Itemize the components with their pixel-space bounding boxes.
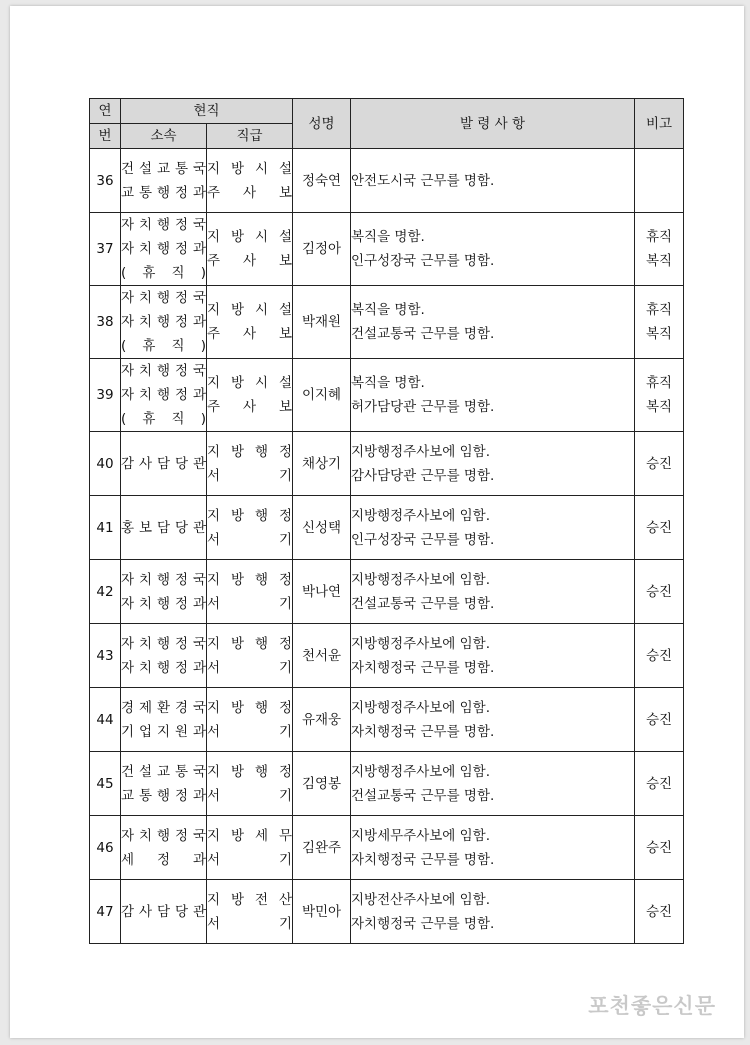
table-row — [90, 880, 684, 944]
rank-cell — [207, 432, 293, 496]
order-cell — [351, 213, 635, 286]
note-line: 승진 — [645, 519, 673, 536]
note-cell — [635, 688, 684, 752]
note-line: 승진 — [645, 711, 673, 728]
row-number: 41 — [90, 496, 121, 560]
order-cell — [351, 432, 635, 496]
order-cell — [351, 880, 635, 944]
department-line: ( 휴 직 ) — [121, 265, 206, 281]
order-line: 지방행정주사보에 임함. — [351, 507, 490, 524]
order-line: 자치행정국 근무를 명함. — [351, 915, 495, 932]
rank-line: 주 사 보 — [207, 326, 292, 342]
rank-cell — [207, 880, 293, 944]
header-no-bottom: 번 — [90, 124, 121, 149]
department-line: 자 치 행 정 국 — [121, 635, 206, 652]
note-line: 승진 — [645, 775, 673, 792]
rank-line: 지 방 시 설 — [207, 160, 292, 177]
department-line: 자 치 행 정 과 — [121, 595, 206, 612]
person-name: 유재웅 — [293, 688, 351, 752]
note-line: 승진 — [645, 903, 673, 920]
person-name: 박나연 — [293, 560, 351, 624]
order-line: 감사담당관 근무를 명함. — [351, 467, 495, 484]
order-line: 건설교통국 근무를 명함. — [351, 787, 495, 804]
rank-cell — [207, 149, 293, 213]
order-line: 허가담당관 근무를 명함. — [351, 399, 495, 415]
rank-line: 주 사 보 — [207, 399, 292, 415]
rank-line: 지 방 행 정 — [207, 507, 292, 524]
note-line: 복직 — [645, 253, 673, 269]
table-row — [90, 624, 684, 688]
order-line: 지방세무주사보에 임함. — [351, 827, 490, 844]
row-number: 45 — [90, 752, 121, 816]
document-page — [10, 6, 744, 1038]
rank-cell — [207, 213, 293, 286]
rank-cell — [207, 560, 293, 624]
department-cell — [121, 624, 207, 688]
table-row — [90, 496, 684, 560]
person-name: 신성택 — [293, 496, 351, 560]
note-line: 승진 — [645, 647, 673, 664]
header-current: 현직 — [121, 99, 293, 124]
person-name: 김완주 — [293, 816, 351, 880]
department-line: 자 치 행 정 과 — [121, 659, 206, 676]
rank-line: 서 기 — [207, 659, 292, 676]
note-cell — [635, 560, 684, 624]
note-cell — [635, 286, 684, 359]
note-cell — [635, 816, 684, 880]
department-line: 자 치 행 정 국 — [121, 217, 206, 233]
department-line: 건 설 교 통 국 — [121, 763, 206, 780]
order-line: 지방행정주사보에 임함. — [351, 763, 490, 780]
table-row — [90, 816, 684, 880]
header-dept: 소속 — [121, 124, 207, 149]
department-line: 교 통 행 정 과 — [121, 787, 206, 804]
table-row — [90, 213, 684, 286]
order-cell — [351, 624, 635, 688]
row-number: 44 — [90, 688, 121, 752]
header-name: 성명 — [293, 99, 351, 149]
department-line: 감 사 담 당 관 — [121, 455, 206, 472]
rank-line: 지 방 시 설 — [207, 375, 292, 391]
row-number: 38 — [90, 286, 121, 359]
note-cell — [635, 359, 684, 432]
rank-cell — [207, 359, 293, 432]
order-line: 인구성장국 근무를 명함. — [351, 531, 495, 548]
rank-cell — [207, 816, 293, 880]
rank-line: 서 기 — [207, 467, 292, 484]
department-line: 자 치 행 정 국 — [121, 827, 206, 844]
rank-line: 지 방 행 정 — [207, 635, 292, 652]
order-line: 건설교통국 근무를 명함. — [351, 595, 495, 612]
note-line: 승진 — [645, 839, 673, 856]
person-name: 이지혜 — [293, 359, 351, 432]
rank-line: 지 방 시 설 — [207, 229, 292, 245]
department-line: 교 통 행 정 과 — [121, 184, 206, 201]
order-line: 자치행정국 근무를 명함. — [351, 659, 495, 676]
header-note: 비고 — [635, 99, 684, 149]
department-cell — [121, 688, 207, 752]
table-row — [90, 286, 684, 359]
department-cell — [121, 496, 207, 560]
order-cell — [351, 496, 635, 560]
note-cell — [635, 880, 684, 944]
department-cell — [121, 752, 207, 816]
order-cell — [351, 688, 635, 752]
department-cell — [121, 149, 207, 213]
department-line: 기 업 지 원 과 — [121, 723, 206, 740]
department-line: 자 치 행 정 국 — [121, 290, 206, 306]
rank-line: 지 방 행 정 — [207, 443, 292, 460]
order-cell — [351, 816, 635, 880]
rank-line: 주 사 보 — [207, 184, 292, 201]
person-name: 박재원 — [293, 286, 351, 359]
header-no-top: 연 — [98, 103, 112, 119]
rank-line: 서 기 — [207, 723, 292, 740]
row-number: 47 — [90, 880, 121, 944]
note-line: 휴직 — [645, 302, 673, 318]
note-line: 복직 — [645, 326, 673, 342]
department-line: 자 치 행 정 국 — [121, 571, 206, 588]
department-cell — [121, 880, 207, 944]
order-line: 지방전산주사보에 임함. — [351, 891, 490, 908]
header-no — [90, 99, 121, 124]
table-row — [90, 688, 684, 752]
order-cell — [351, 560, 635, 624]
rank-line: 서 기 — [207, 595, 292, 612]
row-number: 39 — [90, 359, 121, 432]
rank-cell — [207, 496, 293, 560]
table-row — [90, 359, 684, 432]
rank-line: 지 방 행 정 — [207, 699, 292, 716]
order-line: 인구성장국 근무를 명함. — [351, 253, 495, 269]
department-line: 건 설 교 통 국 — [121, 160, 206, 177]
header-order: 발 령 사 항 — [351, 99, 635, 149]
department-line: 감 사 담 당 관 — [121, 903, 206, 920]
rank-line: 지 방 시 설 — [207, 302, 292, 318]
note-cell — [635, 624, 684, 688]
rank-line: 서 기 — [207, 915, 292, 932]
order-line: 지방행정주사보에 임함. — [351, 443, 490, 460]
person-name: 김영봉 — [293, 752, 351, 816]
department-cell — [121, 359, 207, 432]
order-line: 자치행정국 근무를 명함. — [351, 723, 495, 740]
note-line: 휴직 — [645, 229, 673, 245]
table-row — [90, 149, 684, 213]
note-line: 승진 — [645, 455, 673, 472]
order-line: 건설교통국 근무를 명함. — [351, 326, 495, 342]
order-line: 지방행정주사보에 임함. — [351, 635, 490, 652]
rank-line: 주 사 보 — [207, 253, 292, 269]
table-row — [90, 560, 684, 624]
order-cell — [351, 286, 635, 359]
personnel-table — [89, 98, 684, 944]
order-cell — [351, 752, 635, 816]
order-line: 지방행정주사보에 임함. — [351, 571, 490, 588]
note-line: 복직 — [645, 399, 673, 415]
order-line: 자치행정국 근무를 명함. — [351, 851, 495, 868]
rank-line: 지 방 행 정 — [207, 571, 292, 588]
row-number: 36 — [90, 149, 121, 213]
note-cell — [635, 149, 684, 213]
department-cell — [121, 432, 207, 496]
header-rank: 직급 — [207, 124, 293, 149]
department-line: 자 치 행 정 과 — [121, 241, 206, 257]
row-number: 40 — [90, 432, 121, 496]
rank-line: 서 기 — [207, 787, 292, 804]
rank-line: 지 방 행 정 — [207, 763, 292, 780]
order-line: 지방행정주사보에 임함. — [351, 699, 490, 716]
note-line: 승진 — [645, 583, 673, 600]
department-line: ( 휴 직 ) — [121, 411, 206, 427]
order-line: 복직을 명함. — [351, 302, 425, 318]
rank-line: 지 방 전 산 — [207, 891, 292, 908]
department-cell — [121, 213, 207, 286]
person-name: 김정아 — [293, 213, 351, 286]
person-name: 채상기 — [293, 432, 351, 496]
note-cell — [635, 496, 684, 560]
row-number: 42 — [90, 560, 121, 624]
department-line: 자 치 행 정 국 — [121, 363, 206, 379]
rank-cell — [207, 688, 293, 752]
rank-cell — [207, 752, 293, 816]
table-row — [90, 752, 684, 816]
note-line: 휴직 — [645, 375, 673, 391]
order-line: 복직을 명함. — [351, 375, 425, 391]
department-line: 세 정 과 — [121, 851, 206, 868]
department-cell — [121, 560, 207, 624]
person-name: 정숙연 — [293, 149, 351, 213]
rank-cell — [207, 286, 293, 359]
department-line: 경 제 환 경 국 — [121, 699, 206, 716]
newspaper-watermark: 포천좋은신문 — [588, 994, 716, 1018]
order-line: 안전도시국 근무를 명함. — [351, 172, 495, 189]
note-cell — [635, 752, 684, 816]
department-line: ( 휴 직 ) — [121, 338, 206, 354]
order-line: 복직을 명함. — [351, 229, 425, 245]
rank-line: 지 방 세 무 — [207, 827, 292, 844]
department-line: 자 치 행 정 과 — [121, 387, 206, 403]
row-number: 43 — [90, 624, 121, 688]
row-number: 46 — [90, 816, 121, 880]
rank-cell — [207, 624, 293, 688]
rank-line: 서 기 — [207, 531, 292, 548]
order-cell — [351, 359, 635, 432]
note-cell — [635, 432, 684, 496]
person-name: 박민아 — [293, 880, 351, 944]
order-cell — [351, 149, 635, 213]
table-row — [90, 432, 684, 496]
row-number: 37 — [90, 213, 121, 286]
person-name: 천서윤 — [293, 624, 351, 688]
note-cell — [635, 213, 684, 286]
department-cell — [121, 286, 207, 359]
department-line: 홍 보 담 당 관 — [121, 519, 206, 536]
department-cell — [121, 816, 207, 880]
department-line: 자 치 행 정 과 — [121, 314, 206, 330]
rank-line: 서 기 — [207, 851, 292, 868]
